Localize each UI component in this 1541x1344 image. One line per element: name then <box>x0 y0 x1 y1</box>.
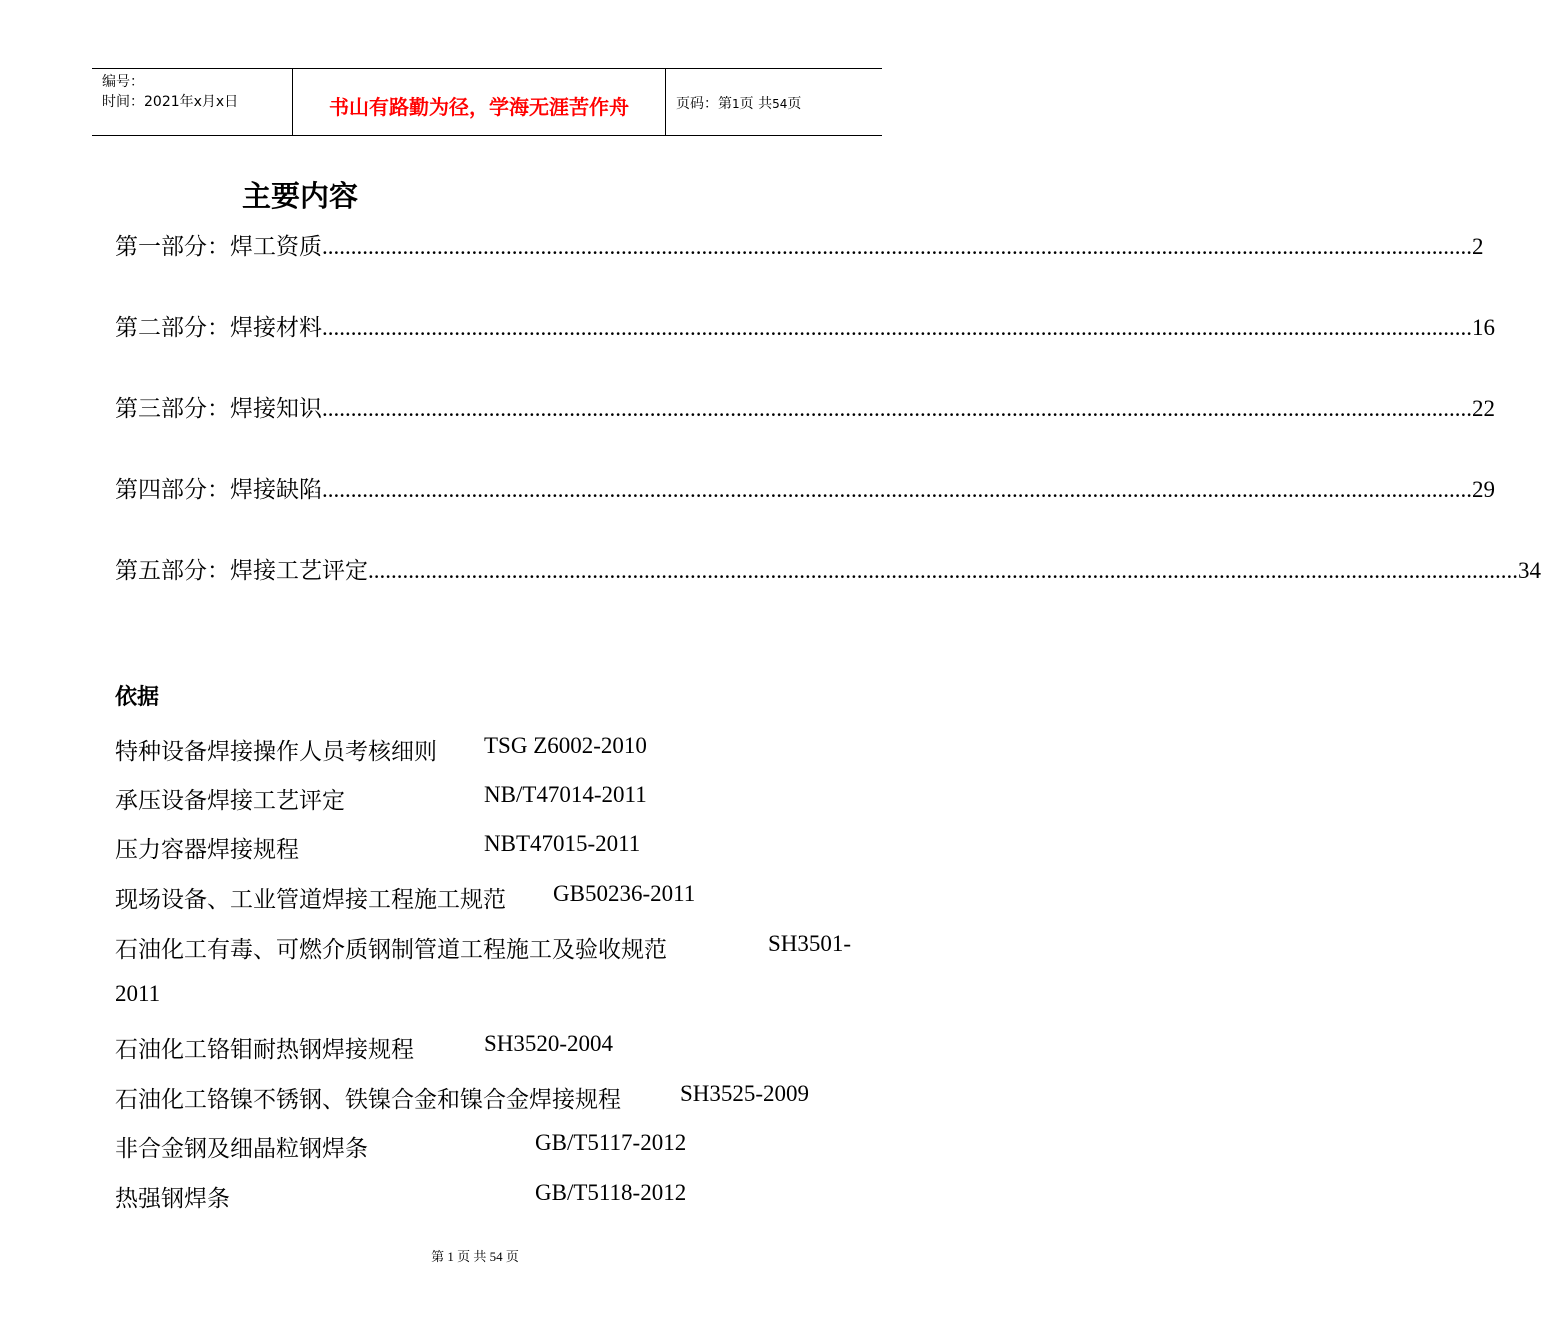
reference-code: NB/T47014-2011 <box>484 782 647 807</box>
header-page-cell <box>666 69 882 135</box>
toc-entry-page: 16 <box>1472 315 1495 340</box>
reference-name: 石油化工铬钼耐热钢焊接规程 <box>115 1037 414 1062</box>
reference-code: SH3525-2009 <box>680 1081 810 1106</box>
toc-entry-label: 第三部分：焊接知识 <box>115 396 322 421</box>
page-footer: 第 1 页 共 54 页 <box>431 1249 519 1264</box>
toc-leader-dots: ........................................................................................................................................................................................................ <box>322 315 1472 340</box>
reference-name: 承压设备焊接工艺评定 <box>115 788 345 813</box>
header-motto: 书山有路勤为径，学海无涯苦作舟 <box>329 95 629 119</box>
reference-name: 现场设备、工业管道焊接工程施工规范 <box>115 887 506 912</box>
toc-leader-dots: ........................................................................................................................................................................................................ <box>322 234 1472 259</box>
toc-entry[interactable] <box>115 228 1484 259</box>
basis-title: 依据 <box>115 685 160 710</box>
page-mid: 页 共 <box>739 96 773 112</box>
document-number-label: 编号： <box>102 74 144 90</box>
reference-name: 热强钢焊条 <box>115 1186 230 1211</box>
toc-entry-label: 第二部分：焊接材料 <box>115 315 322 340</box>
reference-code: SH3501- <box>768 931 852 956</box>
reference-code: SH3520-2004 <box>484 1031 614 1056</box>
page-header <box>92 68 882 136</box>
toc-entry[interactable] <box>115 390 1495 421</box>
toc-entry[interactable] <box>115 309 1495 340</box>
reference-code: TSG Z6002-2010 <box>484 733 647 758</box>
toc-leader-dots: ........................................................................................................................................................................................................ <box>368 558 1518 583</box>
reference-code: GB/T5117-2012 <box>535 1130 687 1155</box>
reference-name: 石油化工铬镍不锈钢、铁镍合金和镍合金焊接规程 <box>115 1087 621 1112</box>
reference-name: 2011 <box>115 981 161 1006</box>
page-total: 54 <box>772 97 788 111</box>
reference-code: NBT47015-2011 <box>484 831 641 856</box>
reference-name: 特种设备焊接操作人员考核细则 <box>115 739 437 764</box>
toc-entry-label: 第一部分：焊工资质 <box>115 234 322 259</box>
toc-entry-page: 2 <box>1472 234 1484 259</box>
header-motto-cell <box>292 69 666 135</box>
toc-leader-dots: ........................................................................................................................................................................................................ <box>322 396 1472 421</box>
header-page-number <box>676 93 801 113</box>
reference-name: 非合金钢及细晶粒钢焊条 <box>115 1136 368 1161</box>
header-meta-cell <box>92 69 292 135</box>
reference-code: GB/T5118-2012 <box>535 1180 687 1205</box>
page-current: 1 <box>732 97 740 111</box>
toc-entry-page: 29 <box>1472 477 1495 502</box>
reference-name: 压力容器焊接规程 <box>115 837 299 862</box>
toc-entry-label: 第五部分：焊接工艺评定 <box>115 558 368 583</box>
reference-code: GB50236-2011 <box>553 881 696 906</box>
reference-name: 石油化工有毒、可燃介质钢制管道工程施工及验收规范 <box>115 937 667 962</box>
document-time-label: 时间：2021年x月x日 <box>102 94 239 110</box>
toc-entry-page: 34 <box>1518 558 1541 583</box>
toc-entry[interactable] <box>115 552 1541 583</box>
toc-entry-page: 22 <box>1472 396 1495 421</box>
toc-leader-dots: ........................................................................................................................................................................................................ <box>322 477 1472 502</box>
toc-title: 主要内容 <box>242 179 359 213</box>
page-suffix: 页 <box>787 96 802 112</box>
page-prefix: 页码：第 <box>676 96 732 112</box>
toc-entry[interactable] <box>115 471 1495 502</box>
toc-entry-label: 第四部分：焊接缺陷 <box>115 477 322 502</box>
